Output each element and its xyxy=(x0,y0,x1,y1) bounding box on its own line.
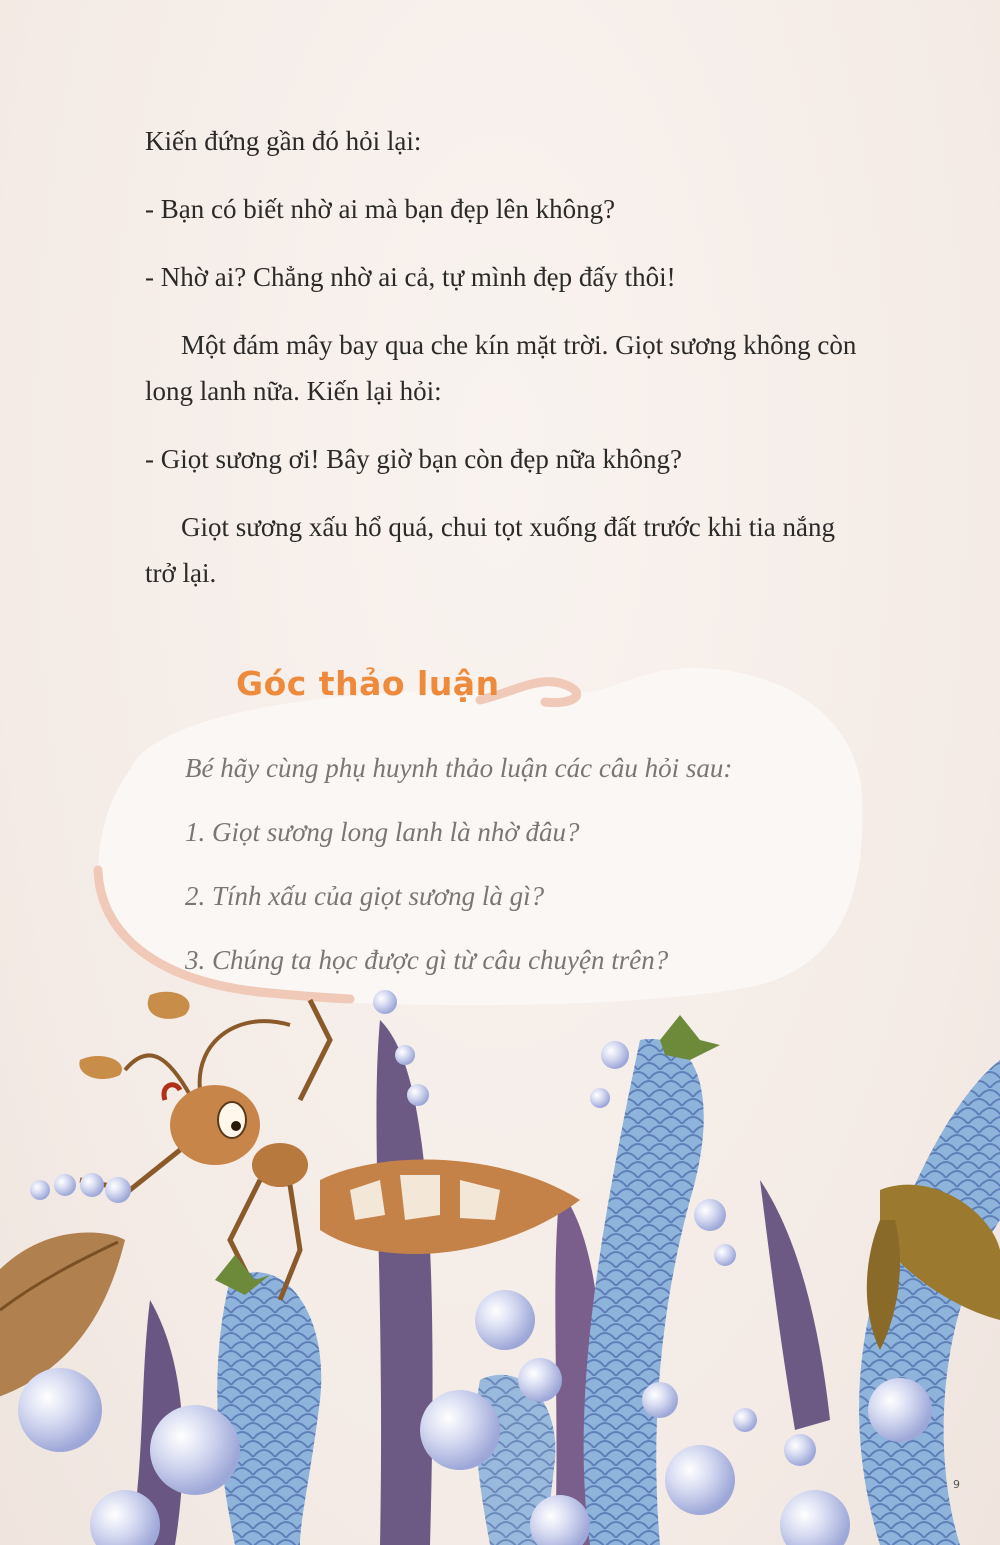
question-3: 3. Chúng ta học được gì từ câu chuyện trên? xyxy=(185,945,669,975)
story-paragraph-1: Kiến đứng gần đó hỏi lại: xyxy=(145,126,422,156)
discussion-questions xyxy=(185,748,845,1004)
story-paragraph-6: Giọt sương xấu hổ quá, chui tọt xuống đất trước khi tia nắng trở lại. xyxy=(145,512,835,588)
story-paragraph-2: - Bạn có biết nhờ ai mà bạn đẹp lên không? xyxy=(145,194,616,224)
question-2: 2. Tính xấu của giọt sương là gì? xyxy=(185,881,545,911)
ant-dewdrop-illustration xyxy=(0,980,1000,1545)
question-1: 1. Giọt sương long lanh là nhờ đâu? xyxy=(185,817,580,847)
discussion-intro: Bé hãy cùng phụ huynh thảo luận các câu hỏi sau: xyxy=(185,753,733,783)
story-paragraph-5: - Giọt sương ơi! Bây giờ bạn còn đẹp nữa không? xyxy=(145,444,683,474)
story-paragraph-3: - Nhờ ai? Chẳng nhờ ai cả, tự mình đẹp đấy thôi! xyxy=(145,262,676,292)
story-paragraph-4: Một đám mây bay qua che kín mặt trời. Giọt sương không còn long lanh nữa. Kiến lại hỏi: xyxy=(145,330,857,406)
ant-figure xyxy=(79,992,580,1300)
discussion-title: Góc thảo luận xyxy=(236,664,500,703)
page-number: 9 xyxy=(953,1478,960,1491)
